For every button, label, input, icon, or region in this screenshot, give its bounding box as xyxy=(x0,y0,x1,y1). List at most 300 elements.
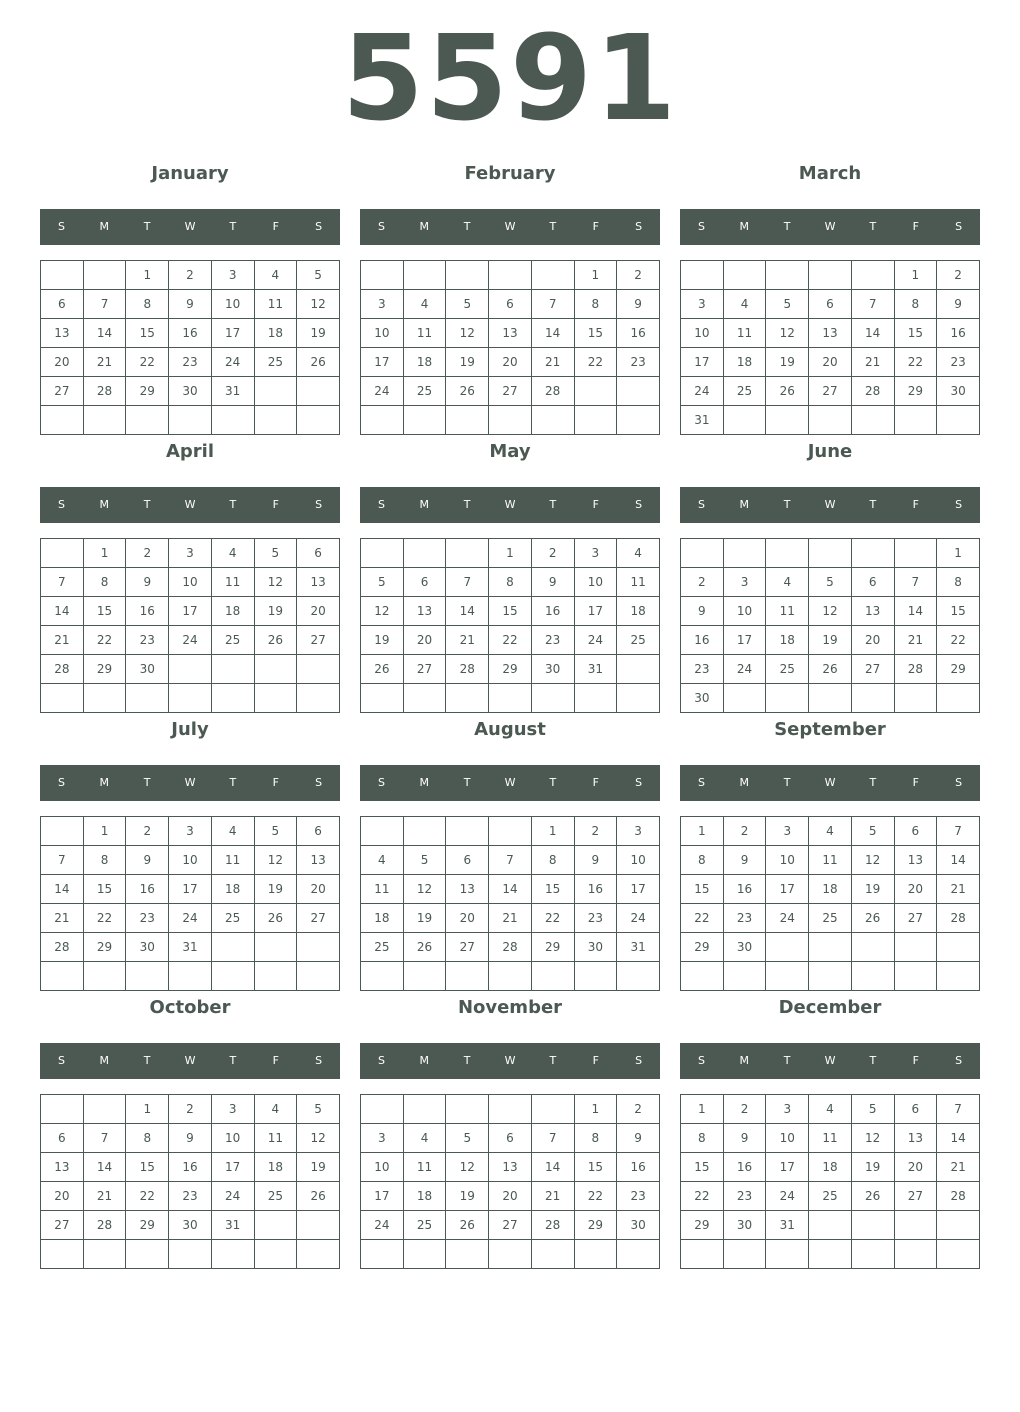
day-cell: 27 xyxy=(894,904,937,933)
day-cell: 13 xyxy=(297,568,340,597)
day-cell: 16 xyxy=(723,875,766,904)
day-cell: 24 xyxy=(574,626,617,655)
month-name: May xyxy=(489,441,531,462)
day-cell: 16 xyxy=(126,597,169,626)
empty-cell xyxy=(681,261,724,290)
weekday-label: S xyxy=(955,776,963,789)
empty-cell xyxy=(403,684,446,713)
day-cell: 18 xyxy=(809,1153,852,1182)
day-cell: 14 xyxy=(531,1153,574,1182)
month-name: July xyxy=(171,719,209,740)
day-cell: 13 xyxy=(489,1153,532,1182)
day-grid xyxy=(40,1094,340,1269)
day-cell: 3 xyxy=(211,1095,254,1124)
week-row xyxy=(361,1182,660,1211)
weekday-header xyxy=(680,765,980,801)
day-cell: 14 xyxy=(83,319,126,348)
empty-cell xyxy=(403,1095,446,1124)
empty-cell xyxy=(809,684,852,713)
weekday-label: T xyxy=(549,1054,557,1067)
weekday-label: W xyxy=(184,220,196,233)
week-row xyxy=(681,568,980,597)
empty-cell xyxy=(83,261,126,290)
day-cell: 27 xyxy=(297,626,340,655)
week-row xyxy=(361,1240,660,1269)
empty-cell xyxy=(937,1240,980,1269)
weekday-label: T xyxy=(143,498,151,511)
week-row xyxy=(681,1153,980,1182)
day-cell: 17 xyxy=(361,348,404,377)
day-cell: 30 xyxy=(531,655,574,684)
empty-cell xyxy=(766,539,809,568)
day-cell: 15 xyxy=(531,875,574,904)
empty-cell xyxy=(531,1240,574,1269)
day-cell: 13 xyxy=(894,1124,937,1153)
empty-cell xyxy=(254,406,297,435)
day-cell: 23 xyxy=(126,904,169,933)
day-cell: 9 xyxy=(126,846,169,875)
empty-cell xyxy=(766,261,809,290)
empty-cell xyxy=(254,1240,297,1269)
weekday-label: S xyxy=(315,498,323,511)
weekday-label: F xyxy=(592,220,599,233)
day-cell: 10 xyxy=(574,568,617,597)
day-cell: 22 xyxy=(83,626,126,655)
week-row xyxy=(681,846,980,875)
empty-cell xyxy=(809,933,852,962)
day-cell: 21 xyxy=(83,1182,126,1211)
day-cell: 11 xyxy=(617,568,660,597)
empty-cell xyxy=(617,962,660,991)
empty-cell xyxy=(41,817,84,846)
week-row xyxy=(681,348,980,377)
day-cell: 17 xyxy=(617,875,660,904)
day-cell: 22 xyxy=(489,626,532,655)
week-row xyxy=(41,1211,340,1240)
weekday-label: T xyxy=(463,498,471,511)
weekday-label: F xyxy=(592,1054,599,1067)
day-cell: 22 xyxy=(126,1182,169,1211)
week-row xyxy=(41,597,340,626)
empty-cell xyxy=(489,817,532,846)
empty-cell xyxy=(489,1095,532,1124)
week-row xyxy=(681,406,980,435)
month-june xyxy=(680,434,980,712)
day-cell: 5 xyxy=(254,817,297,846)
day-cell: 17 xyxy=(766,1153,809,1182)
week-row xyxy=(681,290,980,319)
day-cell: 7 xyxy=(851,290,894,319)
weekday-label: M xyxy=(419,220,430,233)
empty-cell xyxy=(211,684,254,713)
day-cell: 12 xyxy=(851,1124,894,1153)
day-cell: 13 xyxy=(403,597,446,626)
day-cell: 19 xyxy=(809,626,852,655)
day-cell: 20 xyxy=(809,348,852,377)
day-cell: 12 xyxy=(851,846,894,875)
empty-cell xyxy=(681,962,724,991)
empty-cell xyxy=(169,655,212,684)
day-cell: 26 xyxy=(403,933,446,962)
week-row xyxy=(361,655,660,684)
day-cell: 19 xyxy=(361,626,404,655)
week-row xyxy=(41,817,340,846)
week-row xyxy=(41,904,340,933)
day-cell: 15 xyxy=(489,597,532,626)
day-cell: 3 xyxy=(723,568,766,597)
day-cell: 22 xyxy=(574,348,617,377)
day-cell: 21 xyxy=(446,626,489,655)
week-row xyxy=(361,684,660,713)
day-cell: 17 xyxy=(574,597,617,626)
month-name: April xyxy=(165,441,215,462)
day-cell: 20 xyxy=(851,626,894,655)
day-cell: 28 xyxy=(83,377,126,406)
day-cell: 1 xyxy=(894,261,937,290)
day-cell: 21 xyxy=(41,626,84,655)
day-cell: 1 xyxy=(489,539,532,568)
week-row xyxy=(41,684,340,713)
empty-cell xyxy=(211,933,254,962)
day-cell: 14 xyxy=(531,319,574,348)
empty-cell xyxy=(766,684,809,713)
day-cell: 13 xyxy=(809,319,852,348)
month-name: December xyxy=(778,997,882,1018)
day-cell: 28 xyxy=(41,655,84,684)
week-row xyxy=(361,626,660,655)
month-name: September xyxy=(774,719,886,740)
empty-cell xyxy=(894,1240,937,1269)
day-cell: 18 xyxy=(254,319,297,348)
weekday-label: S xyxy=(697,220,705,233)
day-cell: 25 xyxy=(809,1182,852,1211)
day-cell: 25 xyxy=(211,626,254,655)
weekday-label: S xyxy=(635,220,643,233)
day-cell: 31 xyxy=(617,933,660,962)
week-row xyxy=(681,962,980,991)
day-cell: 2 xyxy=(723,1095,766,1124)
day-cell: 2 xyxy=(169,261,212,290)
day-cell: 8 xyxy=(83,846,126,875)
week-row xyxy=(361,1095,660,1124)
week-row xyxy=(681,817,980,846)
day-cell: 10 xyxy=(766,1124,809,1153)
day-cell: 19 xyxy=(297,1153,340,1182)
week-row xyxy=(361,348,660,377)
empty-cell xyxy=(894,539,937,568)
month-december xyxy=(680,990,980,1268)
empty-cell xyxy=(83,684,126,713)
empty-cell xyxy=(617,406,660,435)
empty-cell xyxy=(297,1240,340,1269)
empty-cell xyxy=(489,684,532,713)
day-cell: 8 xyxy=(531,846,574,875)
weekday-label: W xyxy=(824,220,836,233)
month-name: February xyxy=(464,163,556,184)
day-cell: 7 xyxy=(937,817,980,846)
week-row xyxy=(41,846,340,875)
weekday-label: S xyxy=(635,776,643,789)
day-cell: 1 xyxy=(574,261,617,290)
weekday-label: S xyxy=(635,1054,643,1067)
empty-cell xyxy=(361,1095,404,1124)
day-cell: 27 xyxy=(446,933,489,962)
weekday-label: S xyxy=(57,220,65,233)
empty-cell xyxy=(297,933,340,962)
day-cell: 27 xyxy=(809,377,852,406)
day-cell: 12 xyxy=(297,290,340,319)
day-cell: 8 xyxy=(126,290,169,319)
day-cell: 28 xyxy=(489,933,532,962)
weekday-header xyxy=(360,487,660,523)
day-cell: 29 xyxy=(531,933,574,962)
day-cell: 19 xyxy=(766,348,809,377)
day-cell: 7 xyxy=(531,1124,574,1153)
weekday-label: S xyxy=(955,1054,963,1067)
empty-cell xyxy=(894,933,937,962)
day-cell: 22 xyxy=(83,904,126,933)
empty-cell xyxy=(41,261,84,290)
week-row xyxy=(681,261,980,290)
day-cell: 12 xyxy=(361,597,404,626)
weekday-label: T xyxy=(783,1054,791,1067)
day-cell: 9 xyxy=(723,1124,766,1153)
day-cell: 31 xyxy=(766,1211,809,1240)
day-cell: 9 xyxy=(723,846,766,875)
day-cell: 21 xyxy=(937,1153,980,1182)
weekday-label: F xyxy=(912,498,919,511)
week-row xyxy=(681,377,980,406)
empty-cell xyxy=(809,962,852,991)
month-september xyxy=(680,712,980,990)
day-cell: 20 xyxy=(297,597,340,626)
day-cell: 6 xyxy=(894,1095,937,1124)
day-cell: 13 xyxy=(41,1153,84,1182)
empty-cell xyxy=(531,962,574,991)
day-grid xyxy=(680,260,980,435)
weekday-label: T xyxy=(143,776,151,789)
weekday-label: W xyxy=(184,1054,196,1067)
day-cell: 13 xyxy=(489,319,532,348)
day-cell: 19 xyxy=(851,875,894,904)
day-cell: 29 xyxy=(83,933,126,962)
weekday-label: T xyxy=(229,498,237,511)
month-july xyxy=(40,712,340,990)
day-cell: 15 xyxy=(681,1153,724,1182)
day-cell: 1 xyxy=(937,539,980,568)
empty-cell xyxy=(403,406,446,435)
day-cell: 29 xyxy=(574,1211,617,1240)
weekday-label: S xyxy=(315,776,323,789)
empty-cell xyxy=(403,1240,446,1269)
day-cell: 7 xyxy=(489,846,532,875)
empty-cell xyxy=(254,1211,297,1240)
day-cell: 18 xyxy=(211,597,254,626)
week-row xyxy=(41,290,340,319)
day-cell: 8 xyxy=(937,568,980,597)
day-cell: 7 xyxy=(937,1095,980,1124)
weekday-label: W xyxy=(504,220,516,233)
day-cell: 28 xyxy=(41,933,84,962)
day-cell: 24 xyxy=(766,904,809,933)
week-row xyxy=(681,933,980,962)
weekday-label: W xyxy=(504,1054,516,1067)
day-cell: 5 xyxy=(297,1095,340,1124)
day-cell: 16 xyxy=(937,319,980,348)
weekday-label: T xyxy=(549,220,557,233)
day-cell: 11 xyxy=(809,846,852,875)
weekday-label: S xyxy=(697,498,705,511)
day-cell: 23 xyxy=(126,626,169,655)
day-cell: 26 xyxy=(297,348,340,377)
empty-cell xyxy=(297,684,340,713)
empty-cell xyxy=(297,377,340,406)
day-cell: 22 xyxy=(126,348,169,377)
week-row xyxy=(361,568,660,597)
day-cell: 17 xyxy=(211,319,254,348)
day-cell: 8 xyxy=(681,1124,724,1153)
empty-cell xyxy=(531,261,574,290)
empty-cell xyxy=(489,1240,532,1269)
week-row xyxy=(41,933,340,962)
day-cell: 24 xyxy=(723,655,766,684)
week-row xyxy=(361,1211,660,1240)
day-grid xyxy=(360,1094,660,1269)
day-cell: 17 xyxy=(169,597,212,626)
weekday-label: T xyxy=(463,220,471,233)
empty-cell xyxy=(446,1240,489,1269)
day-cell: 31 xyxy=(211,1211,254,1240)
day-cell: 26 xyxy=(361,655,404,684)
empty-cell xyxy=(361,539,404,568)
weekday-label: F xyxy=(592,776,599,789)
week-row xyxy=(681,1182,980,1211)
day-cell: 21 xyxy=(41,904,84,933)
day-cell: 31 xyxy=(574,655,617,684)
weekday-label: M xyxy=(419,498,430,511)
day-cell: 27 xyxy=(41,377,84,406)
empty-cell xyxy=(361,261,404,290)
day-cell: 17 xyxy=(169,875,212,904)
empty-cell xyxy=(617,377,660,406)
day-cell: 18 xyxy=(211,875,254,904)
month-name: March xyxy=(798,163,862,184)
empty-cell xyxy=(851,933,894,962)
day-cell: 30 xyxy=(169,377,212,406)
week-row xyxy=(681,904,980,933)
month-may xyxy=(360,434,660,712)
day-cell: 2 xyxy=(574,817,617,846)
weekday-label: T xyxy=(143,1054,151,1067)
day-cell: 23 xyxy=(617,1182,660,1211)
week-row xyxy=(681,1240,980,1269)
day-cell: 16 xyxy=(681,626,724,655)
day-cell: 9 xyxy=(681,597,724,626)
empty-cell xyxy=(851,1211,894,1240)
empty-cell xyxy=(446,261,489,290)
day-cell: 1 xyxy=(126,261,169,290)
day-cell: 21 xyxy=(894,626,937,655)
day-cell: 16 xyxy=(617,1153,660,1182)
empty-cell xyxy=(723,539,766,568)
weekday-label: T xyxy=(549,776,557,789)
empty-cell xyxy=(617,655,660,684)
empty-cell xyxy=(83,1095,126,1124)
day-cell: 29 xyxy=(83,655,126,684)
day-cell: 6 xyxy=(403,568,446,597)
day-cell: 27 xyxy=(894,1182,937,1211)
day-cell: 28 xyxy=(937,1182,980,1211)
day-cell: 9 xyxy=(617,290,660,319)
weekday-label: W xyxy=(504,498,516,511)
day-cell: 8 xyxy=(489,568,532,597)
weekday-label: T xyxy=(143,220,151,233)
day-cell: 6 xyxy=(809,290,852,319)
day-cell: 3 xyxy=(169,539,212,568)
day-cell: 20 xyxy=(894,1153,937,1182)
weekday-label: T xyxy=(229,776,237,789)
day-cell: 18 xyxy=(617,597,660,626)
empty-cell xyxy=(254,377,297,406)
week-row xyxy=(681,655,980,684)
day-cell: 2 xyxy=(937,261,980,290)
empty-cell xyxy=(937,406,980,435)
weekday-label: T xyxy=(229,1054,237,1067)
day-cell: 4 xyxy=(361,846,404,875)
weekday-header xyxy=(680,1043,980,1079)
week-row xyxy=(361,539,660,568)
day-cell: 7 xyxy=(41,568,84,597)
day-grid xyxy=(360,816,660,991)
week-row xyxy=(361,406,660,435)
weekday-label: T xyxy=(783,498,791,511)
day-cell: 2 xyxy=(723,817,766,846)
day-cell: 25 xyxy=(403,377,446,406)
empty-cell xyxy=(297,1211,340,1240)
day-cell: 17 xyxy=(723,626,766,655)
month-name: August xyxy=(474,719,546,740)
empty-cell xyxy=(937,962,980,991)
weekday-label: S xyxy=(315,220,323,233)
empty-cell xyxy=(361,1240,404,1269)
day-cell: 20 xyxy=(489,348,532,377)
day-cell: 23 xyxy=(723,1182,766,1211)
day-cell: 5 xyxy=(766,290,809,319)
weekday-label: S xyxy=(377,776,385,789)
day-cell: 22 xyxy=(531,904,574,933)
weekday-label: T xyxy=(229,220,237,233)
weekday-label: M xyxy=(739,498,750,511)
week-row xyxy=(681,1095,980,1124)
empty-cell xyxy=(169,1240,212,1269)
day-cell: 19 xyxy=(254,597,297,626)
week-row xyxy=(41,1182,340,1211)
day-cell: 23 xyxy=(617,348,660,377)
day-cell: 29 xyxy=(937,655,980,684)
day-cell: 8 xyxy=(681,846,724,875)
weekday-label: W xyxy=(184,776,196,789)
day-cell: 19 xyxy=(446,1182,489,1211)
day-cell: 30 xyxy=(126,933,169,962)
empty-cell xyxy=(809,406,852,435)
weekday-label: F xyxy=(912,220,919,233)
day-cell: 19 xyxy=(254,875,297,904)
day-cell: 24 xyxy=(361,377,404,406)
week-row xyxy=(41,1124,340,1153)
weekday-label: T xyxy=(783,220,791,233)
day-cell: 12 xyxy=(297,1124,340,1153)
empty-cell xyxy=(41,406,84,435)
